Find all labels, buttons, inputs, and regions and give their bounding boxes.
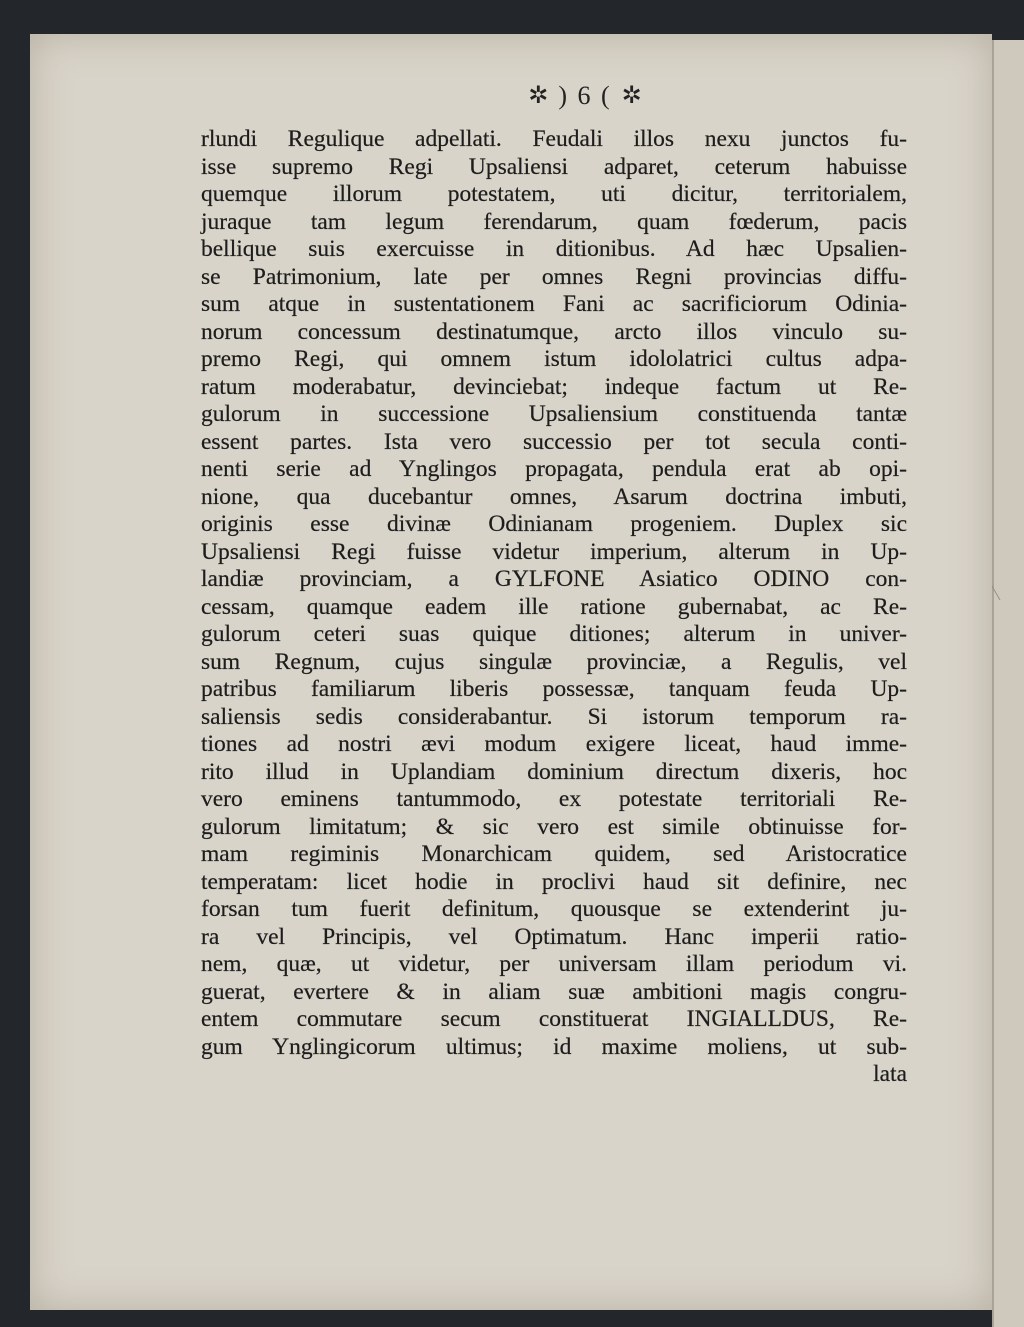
text-line: landiæ provinciam, a GYLFONE Asiatico ODINO con-: [201, 566, 907, 592]
text-line: rito illud in Uplandiam dominium directum dixeris, hoc: [201, 758, 907, 785]
text-line: ratum moderabatur, devinciebat; indeque factum ut Re-: [201, 373, 907, 400]
text-line: forsan tum fuerit definitum, quousque se extenderint ju-: [201, 896, 907, 922]
text-line: nione, qua ducebantur omnes, Asarum doctrina imbuti,: [201, 483, 907, 510]
facing-page-edge: [992, 40, 1024, 1327]
body-text: [201, 126, 907, 1089]
text-line: gulorum in successione Upsaliensium constituenda tantæ: [201, 401, 907, 427]
text-line: temperatam: licet hodie in proclivi haud sit definire, nec: [201, 868, 907, 895]
text-line: essent partes. Ista vero successio per tot secula conti-: [201, 428, 907, 455]
page-header: [470, 76, 700, 116]
text-line: sum Regnum, cujus singulæ provinciæ, a Regulis, vel: [201, 648, 907, 675]
text-line: guerat, evertere & in aliam suæ ambitioni magis congru-: [201, 978, 907, 1005]
text-line: saliensis sedis considerabantur. Si istorum temporum ra-: [201, 703, 907, 730]
text-line: gum Ynglingicorum ultimus; id maxime moliens, ut sub-: [201, 1033, 907, 1060]
text-line: quemque illorum potestatem, uti dicitur, territorialem,: [201, 181, 907, 207]
text-line: juraque tam legum ferendarum, quam fœderum, pacis: [201, 208, 907, 235]
text-line: mam regiminis Monarchicam quidem, sed Aristocratice: [201, 841, 907, 867]
text-line: se Patrimonium, late per omnes Regni provincias diffu-: [201, 263, 907, 290]
text-line: norum concessum destinatumque, arcto illos vinculo su-: [201, 318, 907, 345]
text-line: Upsaliensi Regi fuisse videtur imperium, alterum in Up-: [201, 538, 907, 565]
text-line: sum atque in sustentationem Fani ac sacrificiorum Odinia-: [201, 291, 907, 317]
text-line: nenti serie ad Ynglingos propagata, pendula erat ab opi-: [201, 456, 907, 482]
text-line: isse supremo Regi Upsaliensi adparet, ceterum habuisse: [201, 153, 907, 180]
page-number: ) 6 (: [558, 81, 612, 110]
text-line: vero eminens tantummodo, ex potestate territoriali Re-: [201, 786, 907, 812]
star-ornament-icon: ✲: [528, 83, 549, 109]
text-line: gulorum limitatum; & sic vero est simile obtinuisse for-: [201, 813, 907, 840]
text-line: gulorum ceteri suas quique ditiones; alterum in univer-: [201, 621, 907, 647]
text-line: cessam, quamque eadem ille ratione gubernabat, ac Re-: [201, 593, 907, 620]
text-line: nem, quæ, ut videtur, per universam illam periodum vi.: [201, 951, 907, 977]
text-line: entem commutare secum constituerat INGIALLDUS, Re-: [201, 1006, 907, 1032]
text-line: tiones ad nostri ævi modum exigere liceat, haud imme-: [201, 731, 907, 757]
catchword: lata: [873, 1061, 907, 1087]
text-line: ra vel Principis, vel Optimatum. Hanc imperii ratio-: [201, 923, 907, 950]
text-line: premo Regi, qui omnem istum idololatrici cultus adpa-: [201, 346, 907, 372]
text-line: originis esse divinæ Odinianam progeniem. Duplex sic: [201, 511, 907, 537]
star-ornament-icon: ✲: [621, 83, 642, 109]
text-line: patribus familiarum liberis possessæ, tanquam feuda Up-: [201, 676, 907, 702]
text-line: rlundi Regulique adpellati. Feudali illos nexu junctos fu-: [201, 126, 907, 152]
text-line: bellique suis exercuisse in ditionibus. Ad hæc Upsalien-: [201, 236, 907, 262]
